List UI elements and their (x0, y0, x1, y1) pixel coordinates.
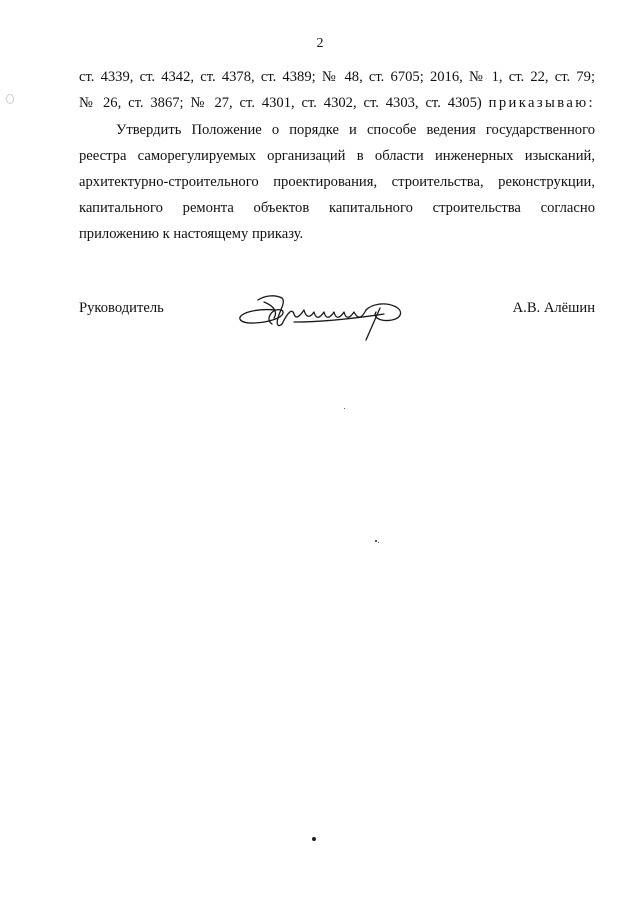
paragraph-line: приложению к настоящему приказу. (79, 226, 304, 242)
scan-speck (344, 408, 345, 409)
handwritten-signature (234, 288, 424, 348)
page-number: 2 (316, 36, 324, 51)
margin-hole-mark (6, 94, 14, 104)
scan-speck (312, 837, 316, 841)
scan-speck (378, 542, 379, 543)
signatory-name: А.В. Алёшин (512, 300, 595, 316)
paragraph-line: капитального ремонта объектов капитального строительства согласно (79, 200, 595, 216)
signature-block (79, 288, 595, 348)
scan-speck (375, 540, 377, 542)
signatory-position: Руководитель (79, 300, 164, 316)
paragraph-line: Утвердить Положение о порядке и способе ведения государственного (116, 122, 595, 138)
references-text: № 26, ст. 3867; № 27, ст. 4301, ст. 4302, ст. 4303, ст. 4305) (79, 95, 482, 111)
paragraph-line: архитектурно-строительного проектирования, строительства, реконструкции, (79, 174, 595, 190)
paragraph-line (79, 90, 595, 116)
paragraph-line: реестра саморегулируемых организаций в области инженерных изысканий, (79, 148, 595, 164)
paragraph-approval (79, 117, 595, 247)
paragraph-legal-references (79, 64, 595, 116)
order-word: приказываю: (488, 95, 595, 111)
paragraph-line: ст. 4339, ст. 4342, ст. 4378, ст. 4389; № 48, ст. 6705; 2016, № 1, ст. 22, ст. 79; (79, 69, 595, 85)
